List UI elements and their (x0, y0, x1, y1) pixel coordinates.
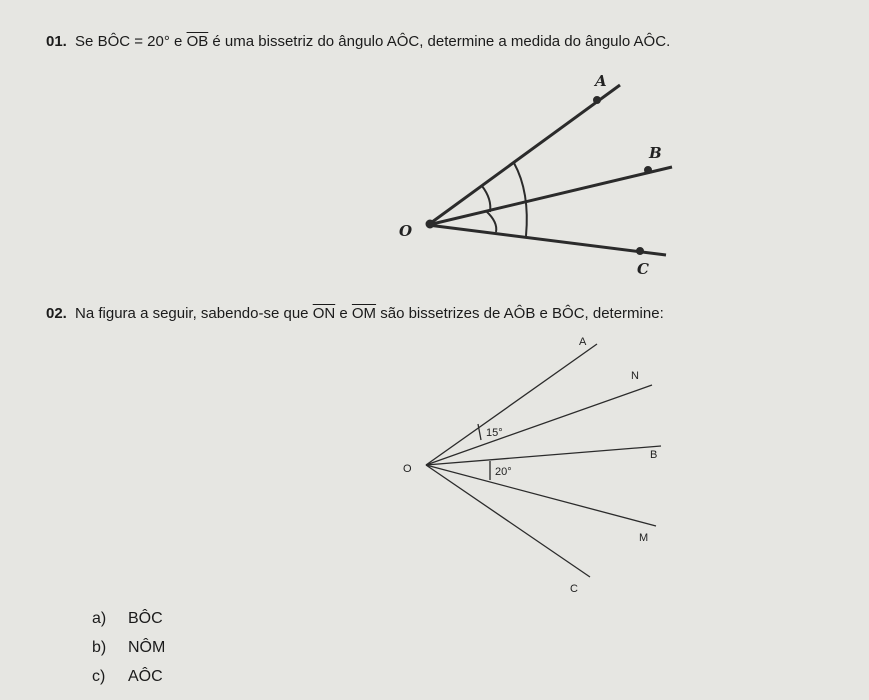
q1-text-a: Se (75, 33, 94, 50)
fig2-label-c: C (570, 583, 578, 595)
q1-angle-aoc: AÔC (386, 33, 420, 50)
ray-oa-2 (426, 344, 597, 465)
q1-text-d: é uma bissetriz do ângulo (212, 33, 384, 50)
q2-text-d: e (539, 305, 548, 322)
question-1-number: 01. (46, 33, 67, 50)
q2-segment-on: $\overline{ON}$ (312, 305, 336, 322)
figure-2 (426, 344, 661, 577)
point-a (594, 97, 601, 104)
ray-ob (428, 167, 672, 225)
q1-text-b: = 20° (134, 33, 170, 50)
question-2-text (46, 305, 664, 322)
point-c (637, 248, 644, 255)
arc-aob (482, 186, 490, 212)
q2-angle-aob: AÔB (503, 305, 536, 322)
question-2-number: 02. (46, 305, 67, 322)
item-c-value: AÔC (128, 668, 163, 685)
q1-angle-aoc-2: AÔC (633, 33, 667, 50)
item-b-value: NÔM (128, 639, 166, 656)
item-c-label: c) (92, 668, 106, 685)
fig1-label-c: C (637, 260, 649, 278)
ray-on (426, 385, 652, 465)
ray-oc (428, 225, 666, 255)
figure-1 (426, 85, 672, 255)
item-b-label: b) (92, 639, 107, 656)
fig2-label-n: N (631, 370, 639, 382)
q1-angle-boc: BÔC (97, 33, 131, 50)
fig1-label-o: O (399, 222, 413, 240)
item-a (92, 610, 165, 639)
q2-text-e: , determine: (584, 305, 664, 322)
item-b (92, 639, 165, 668)
fig2-label-m: M (639, 532, 649, 544)
item-a-label: a) (92, 610, 107, 627)
ray-oa (428, 85, 620, 225)
q2-text-a: Na figura a seguir, sabendo-se que (75, 305, 309, 322)
point-b (645, 167, 652, 174)
fig2-label-b: B (650, 449, 658, 461)
q2-text-b: e (339, 305, 348, 322)
fig2-label-o: O (403, 463, 412, 475)
q1-text-c: e (174, 33, 183, 50)
q2-segment-om: $\overline{OM}$ (351, 305, 377, 322)
q2-angle-boc: BÔC (552, 305, 585, 322)
q2-text-c: são bissetrizes de (380, 305, 501, 322)
point-o (426, 220, 434, 228)
q1-segment-ob: $\overline{OB}$ (186, 33, 209, 50)
fig1-label-a: A (595, 72, 607, 90)
ray-om (426, 465, 656, 526)
fig2-angle-20: 20° (495, 466, 512, 478)
q1-text-f: . (666, 33, 671, 50)
arc-aoc (514, 163, 527, 236)
arc-boc-inner (486, 211, 496, 232)
ray-ob-2 (426, 446, 661, 465)
ray-oc-2 (426, 465, 590, 577)
fig1-label-b: B (649, 144, 662, 162)
fig2-angle-15: 15° (486, 427, 503, 439)
item-a-value: BÔC (128, 610, 163, 627)
q1-text-e: , determine a medida do ângulo (419, 33, 631, 50)
item-c (92, 668, 165, 697)
answer-items (92, 610, 165, 697)
fig2-label-a: A (579, 336, 587, 348)
